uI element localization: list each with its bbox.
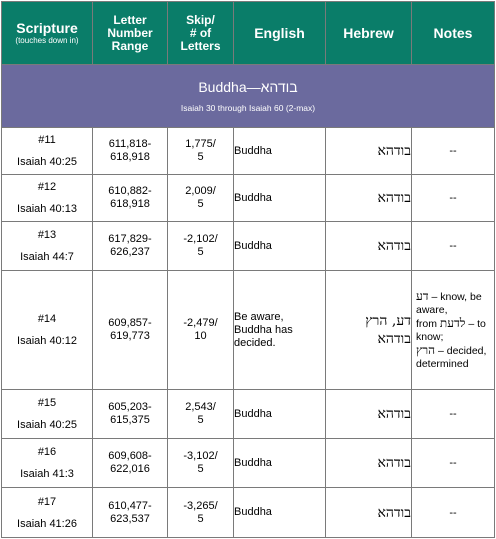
verse-reference: Isaiah 40:12 xyxy=(17,335,77,347)
notes-text: from xyxy=(416,317,440,330)
range-end: 623,537 xyxy=(110,512,150,525)
scripture-cell xyxy=(2,439,93,488)
skip-cell xyxy=(168,222,234,271)
notes-hebrew-word: לדעת xyxy=(439,315,466,330)
banner-title: Buddha—בודהא xyxy=(198,79,298,95)
notes-cell: -- xyxy=(412,390,495,439)
letter-count: 10 xyxy=(194,330,207,342)
range-start: 611,818- xyxy=(108,138,152,150)
verse-reference: Isaiah 40:25 xyxy=(17,156,77,168)
header-row xyxy=(2,2,495,65)
notes-hebrew-word: דע xyxy=(416,288,429,303)
skip-value: 2,543/ xyxy=(185,401,216,413)
table-row xyxy=(2,175,495,222)
notes-text: – to know; xyxy=(416,317,486,343)
verse-reference: Isaiah 41:3 xyxy=(20,468,74,480)
skip-value: 1,775/ xyxy=(185,138,216,150)
hebrew-cell: בודהא xyxy=(326,222,412,271)
table-row xyxy=(2,488,495,538)
hebrew-line: דע, הרץ xyxy=(365,313,411,329)
english-cell: Buddha xyxy=(234,128,326,175)
skip-cell xyxy=(168,439,234,488)
header-range-line1: Letter xyxy=(113,12,147,27)
table-row xyxy=(2,390,495,439)
english-cell: Buddha xyxy=(234,222,326,271)
range-end: 618,918 xyxy=(110,198,150,210)
range-cell xyxy=(93,439,168,488)
notes-cell: -- xyxy=(412,175,495,222)
verse-reference: Isaiah 44:7 xyxy=(20,251,74,263)
scripture-cell xyxy=(2,488,93,538)
range-cell xyxy=(93,390,168,439)
skip-cell xyxy=(168,128,234,175)
hebrew-cell: בודהא xyxy=(326,128,412,175)
range-start: 605,203- xyxy=(108,401,152,413)
skip-value: -3,265/ xyxy=(183,499,218,512)
skip-cell xyxy=(168,271,234,390)
table-row xyxy=(2,222,495,271)
letter-count: 5 xyxy=(197,151,204,163)
skip-cell xyxy=(168,488,234,538)
row-number: #14 xyxy=(37,313,57,325)
skip-cell xyxy=(168,390,234,439)
notes-cell xyxy=(412,271,495,390)
english-cell: Buddha xyxy=(234,390,326,439)
english-cell: Buddha xyxy=(234,488,326,538)
letter-count: 5 xyxy=(197,246,204,258)
scripture-cell xyxy=(2,390,93,439)
row-number: #11 xyxy=(38,134,56,146)
row-number: #17 xyxy=(37,495,57,508)
row-number: #15 xyxy=(37,397,57,409)
header-range-line2: Number xyxy=(107,25,153,40)
skip-value: -2,479/ xyxy=(183,317,218,329)
header-scripture-sublabel: (touches down in) xyxy=(15,36,79,45)
verse-reference: Isaiah 40:25 xyxy=(17,419,77,431)
row-number: #16 xyxy=(37,446,57,458)
header-scripture xyxy=(2,2,93,65)
row-number: #13 xyxy=(37,229,57,241)
scripture-cell xyxy=(2,128,93,175)
english-cell xyxy=(234,271,326,390)
notes-text: – decided, determined xyxy=(416,344,487,370)
range-end: 626,237 xyxy=(110,246,150,258)
notes-cell: -- xyxy=(412,222,495,271)
header-notes xyxy=(412,2,495,65)
header-english xyxy=(234,2,326,65)
header-skip xyxy=(168,2,234,65)
header-range-line3: Range xyxy=(111,38,149,53)
header-skip-line2: # of xyxy=(189,25,212,40)
letter-count: 5 xyxy=(197,512,204,525)
range-cell xyxy=(93,128,168,175)
header-hebrew xyxy=(326,2,412,65)
notes-text: – know, be aware, xyxy=(416,290,482,316)
skip-value: -3,102/ xyxy=(183,450,218,462)
notes-cell: -- xyxy=(412,439,495,488)
range-start: 610,882- xyxy=(108,185,152,197)
letter-count: 5 xyxy=(197,414,204,426)
range-end: 622,016 xyxy=(110,463,150,475)
english-cell: Buddha xyxy=(234,439,326,488)
verse-reference: Isaiah 40:13 xyxy=(17,203,77,215)
header-letter-range xyxy=(93,2,168,65)
header-skip-line3: Letters xyxy=(180,38,221,53)
letter-count: 5 xyxy=(197,463,204,475)
notes-hebrew-word: הרץ xyxy=(416,342,436,357)
range-start: 617,829- xyxy=(108,233,152,245)
hebrew-cell: בודהא xyxy=(326,439,412,488)
english-cell: Buddha xyxy=(234,175,326,222)
hebrew-cell xyxy=(326,271,412,390)
banner-cell xyxy=(2,65,495,128)
english-line: Be aware, xyxy=(234,310,284,323)
range-end: 618,918 xyxy=(110,151,150,163)
skip-value: -2,102/ xyxy=(183,233,218,245)
range-cell xyxy=(93,222,168,271)
scripture-cell xyxy=(2,222,93,271)
header-english-label: English xyxy=(254,24,305,41)
table-row xyxy=(2,128,495,175)
scripture-cell xyxy=(2,175,93,222)
hebrew-line: בודהא xyxy=(377,331,411,347)
range-end: 615,375 xyxy=(110,414,150,426)
english-line: Buddha has xyxy=(234,323,293,336)
skip-cell xyxy=(168,175,234,222)
header-skip-line1: Skip/ xyxy=(186,12,215,27)
scripture-cell xyxy=(2,271,93,390)
table-row xyxy=(2,271,495,390)
notes-cell: -- xyxy=(412,488,495,538)
range-end: 619,773 xyxy=(110,330,150,342)
notes-cell: -- xyxy=(412,128,495,175)
row-number: #12 xyxy=(37,181,57,193)
hebrew-cell: בודהא xyxy=(326,390,412,439)
letter-count: 5 xyxy=(197,198,204,210)
range-cell xyxy=(93,488,168,538)
bible-code-table xyxy=(1,1,495,538)
skip-value: 2,009/ xyxy=(185,185,216,197)
range-start: 610,477- xyxy=(108,499,152,512)
hebrew-cell: בודהא xyxy=(326,175,412,222)
header-notes-label: Notes xyxy=(433,24,473,41)
range-cell xyxy=(93,175,168,222)
banner-row xyxy=(2,65,495,128)
range-cell xyxy=(93,271,168,390)
banner-subtitle: Isaiah 30 through Isaiah 60 (2-max) xyxy=(180,103,316,113)
range-start: 609,608- xyxy=(108,450,152,462)
header-scripture-label: Scripture xyxy=(16,20,78,36)
table-row xyxy=(2,439,495,488)
verse-reference: Isaiah 41:26 xyxy=(17,517,77,530)
hebrew-cell: בודהא xyxy=(326,488,412,538)
range-start: 609,857- xyxy=(108,317,152,329)
english-line: decided. xyxy=(234,336,276,349)
header-hebrew-label: Hebrew xyxy=(343,24,394,41)
